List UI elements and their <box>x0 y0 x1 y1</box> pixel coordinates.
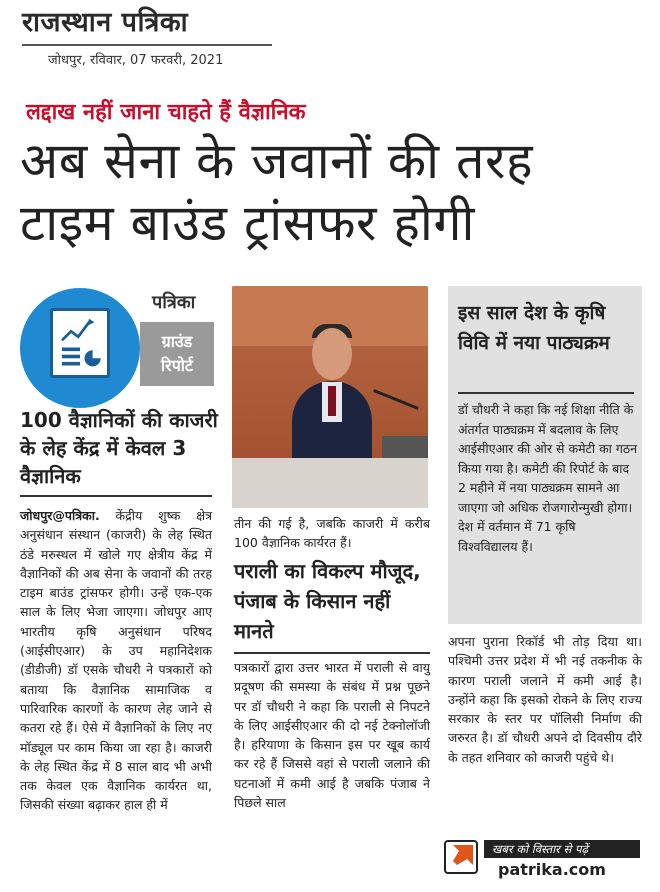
read-more-link[interactable]: खबर को विस्तार से पढ़ें <box>484 840 640 858</box>
left-column-rule <box>20 495 212 497</box>
sidebar-rule <box>458 392 634 394</box>
right-column-body: अपना पुराना रिकॉर्ड भी तोड़ दिया था। पश्चिमी उत्तर प्रदेश में भी नई तकनीक के कारण पराली जलाने में कमी आई है। उन्होंने कहा कि इसको रोकने के लिए राज्य सरकार के स्तर पर पॉलिसी निर्माण की जरुरत है। डॉ चौधरी अपने दो दिवसीय दौरे के तहत शनिवार को काजरी पहुंचे थे। <box>448 634 642 765</box>
headline-line-1: अब सेना के जवानों की तरह <box>20 132 534 190</box>
masthead-dateline: जोधपुर, रविवार, 07 फरवरी, 2021 <box>48 53 224 68</box>
middle-continuation-text: तीन की गई है, जबकि काजरी में करीब 100 वैज्ञानिक कार्यरत हैं। <box>234 516 430 551</box>
middle-column-rule <box>234 652 430 654</box>
ground-report-label <box>140 322 214 386</box>
patrika-arrow-logo-icon[interactable] <box>444 840 478 874</box>
headline-line-2: टाइम बाउंड ट्रांसफर होगी <box>20 194 475 252</box>
ground-report-line-1: ग्राउंड <box>161 332 193 351</box>
middle-subhead: पराली का विकल्प मौजूद, पंजाब के किसान नहीं मानते <box>234 559 421 643</box>
sidebar-title: इस साल देश के कृषि विवि में नया पाठ्यक्रम <box>458 302 610 354</box>
masthead <box>22 6 272 68</box>
paper-name: राजस्थान पत्रिका <box>22 7 189 38</box>
ground-report-line-2: रिपोर्ट <box>161 356 193 375</box>
photo-microphone <box>373 389 419 410</box>
site-link[interactable]: patrika.com <box>498 860 606 879</box>
middle-column-body: पत्रकारों द्वारा उत्तर भारत में पराली से वायु प्रदूषण की समस्या के संबंध में प्रश्न पूछने पर डॉ चौधरी ने कहा कि पराली से निपटने के लिए आईसीएआर की दो नई टेक्नोलॉजी है। हरियाणा के किसान इस पर खूब कार्य कर रहे हैं जिससे वहां से पराली जलाने की घटनाओं में कमी आई है जबकि पंजाब ने पिछले साल <box>234 660 430 811</box>
story-headline <box>20 130 650 254</box>
article-dateline: जोधपुर@पत्रिका. <box>20 508 100 523</box>
photo-person-tie <box>328 386 336 416</box>
report-chart-graphic <box>53 311 107 375</box>
sidebar-body: डॉ चौधरी ने कहा कि नई शिक्षा नीति के अंतर्गत पाठ्यक्रम में बदलाव के लिए आईसीएआर की ओर से कमेटी का गठन किया गया है। कमेटी की रिपोर्ट के बाद 2 महीने में नया पाठ्यक्रम सामने आ जाएगा जो अधिक रोजगारोन्मुखी होगा। देश में वर्तमान में 71 कृषि विश्वविद्यालय हैं। <box>458 402 638 554</box>
report-chart-icon <box>50 308 110 378</box>
photo-person-head <box>312 328 352 380</box>
brand-label: पत्रिका <box>152 292 196 313</box>
photo-table <box>232 458 428 508</box>
ground-report-badge <box>20 288 140 408</box>
left-body-text: केंद्रीय शुष्क क्षेत्र अनुसंधान संस्थान (काजरी) के लेह स्थित ठंडे मरुस्थल में खोले गए क्षेत्रीय केंद्र में वैज्ञानिकों की अब सेना के जवानों की तरह टाइम बाउंड ट्रांसफर होगी। उन्हें एक-एक साल के लिए भेजा जाएगा। जोधपुर आए भारतीय कृषि अनुसंधान परिषद (आईसीएआर) के उप महानिदेशक (डीडीजी) डॉ एसके चौधरी ने पत्रकारों को बताया कि वैज्ञानिक सामाजिक व पारिवारिक कारणों के कारण लेह जाने से कतरा रहे हैं। ऐसे में वैज्ञानिकों के लिए नए मॉड्यूल पर काम किया जा रहा है। काजरी के लेह स्थित केंद्र में 8 साल बाद भी अभी तक केवल एक वैज्ञानिक कार्यरत था, जिसकी संख्या बढ़ाकर हाल ही में <box>20 508 212 813</box>
left-column-body <box>20 506 212 815</box>
story-kicker: लद्दाख नहीं जाना चाहते हैं वैज्ञानिक <box>26 100 306 125</box>
news-photo <box>232 286 428 508</box>
masthead-rule <box>22 44 272 46</box>
left-subhead: 100 वैज्ञानिकों की काजरी के लेह केंद्र में केवल 3 वैज्ञानिक <box>20 408 218 488</box>
photo-laptop <box>382 436 428 458</box>
